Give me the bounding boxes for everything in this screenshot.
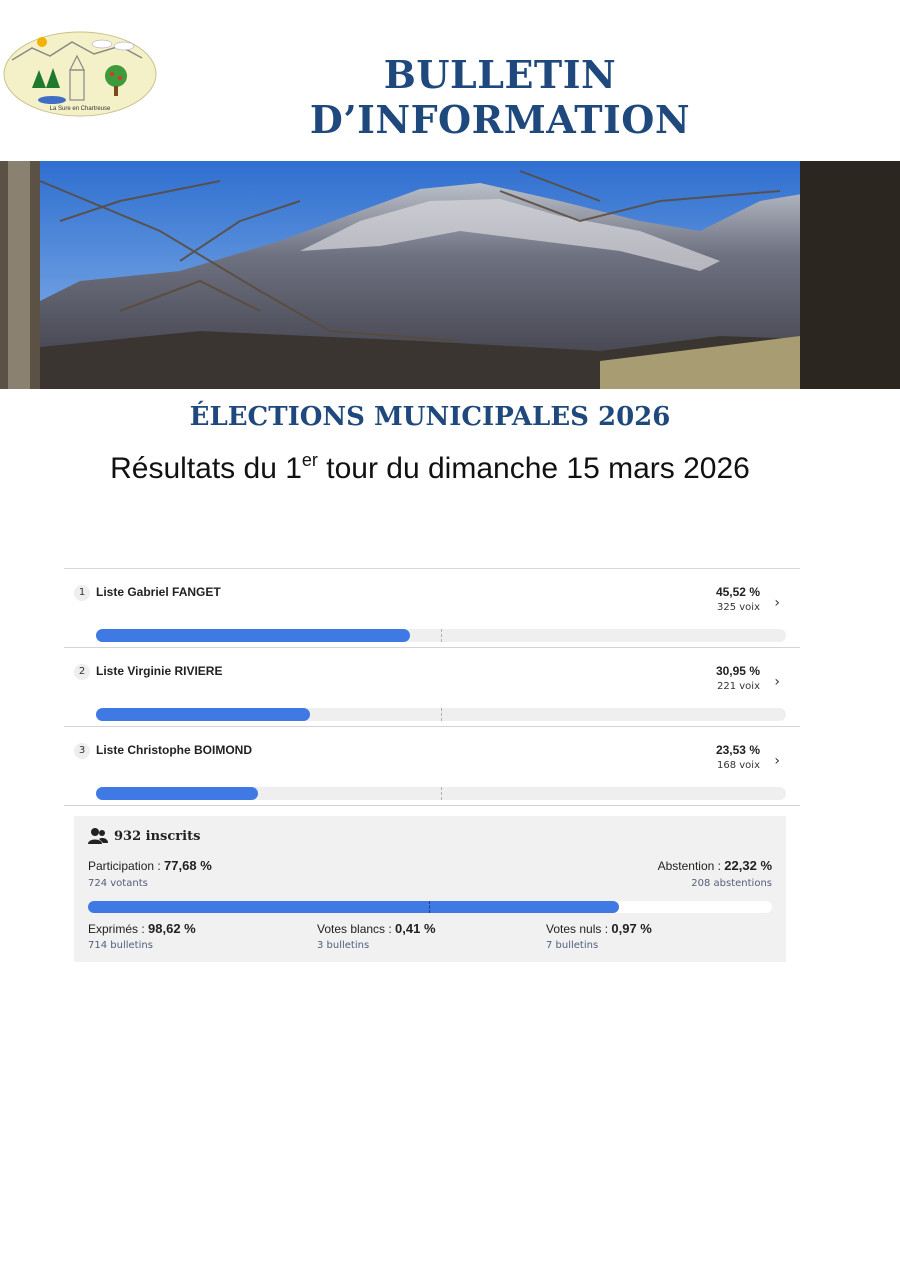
exprimes-label: Exprimés : 98,62 % xyxy=(88,921,196,936)
result-bar-track xyxy=(96,629,786,642)
list-result-row[interactable] xyxy=(64,569,800,648)
result-bar-track xyxy=(96,708,786,721)
chevron-right-icon[interactable]: › xyxy=(774,595,780,611)
people-icon xyxy=(88,827,108,845)
blancs-value: 0,41 % xyxy=(395,921,436,936)
list-votes: 221 voix xyxy=(717,681,760,692)
svg-text:La Sure en Chartreuse: La Sure en Chartreuse xyxy=(49,106,111,112)
chevron-right-icon[interactable]: › xyxy=(774,753,780,769)
blancs-label: Votes blancs : 0,41 % xyxy=(317,921,436,936)
results-list xyxy=(64,568,800,806)
list-percent: 30,95 % xyxy=(715,664,760,678)
chevron-right-icon[interactable]: › xyxy=(774,674,780,690)
majority-marker xyxy=(441,629,442,642)
nuls-count: 7 bulletins xyxy=(546,940,599,951)
participation-panel xyxy=(74,816,786,962)
exprimes-count: 714 bulletins xyxy=(88,940,153,951)
exprimes-value: 98,62 % xyxy=(148,921,196,936)
majority-marker xyxy=(441,787,442,800)
list-name: Liste Gabriel FANGET xyxy=(96,585,221,599)
rank-badge: 3 xyxy=(74,743,90,759)
list-votes: 168 voix xyxy=(717,760,760,771)
votants-count: 724 votants xyxy=(88,878,148,889)
participation-bar-fill xyxy=(88,901,619,913)
majority-marker xyxy=(441,708,442,721)
elections-title: ÉLECTIONS MUNICIPALES 2026 xyxy=(189,402,671,432)
list-result-row[interactable] xyxy=(64,727,800,806)
list-votes: 325 voix xyxy=(717,602,760,613)
bulletin-title: BULLETIN D’INFORMATION xyxy=(309,52,691,142)
list-result-row[interactable] xyxy=(64,648,800,727)
result-bar-fill xyxy=(96,629,410,642)
inscrits-header xyxy=(88,827,200,845)
abstention-value: 22,32 % xyxy=(724,858,772,873)
list-name: Liste Christophe BOIMOND xyxy=(96,743,253,757)
mountain-banner-photo xyxy=(0,161,900,389)
nuls-value: 0,97 % xyxy=(611,921,652,936)
list-name: Liste Virginie RIVIERE xyxy=(96,664,223,678)
list-percent: 23,53 % xyxy=(715,743,760,757)
list-percent: 45,52 % xyxy=(715,585,760,599)
participation-value: 77,68 % xyxy=(164,858,212,873)
participation-label: Participation : 77,68 % xyxy=(88,858,212,873)
participation-bar-track xyxy=(88,901,772,913)
rank-badge: 1 xyxy=(74,585,90,601)
nuls-label: Votes nuls : 0,97 % xyxy=(546,921,652,936)
result-bar-track xyxy=(96,787,786,800)
result-bar-fill xyxy=(96,708,310,721)
blancs-count: 3 bulletins xyxy=(317,940,370,951)
results-subtitle: Résultats du 1er tour du dimanche 15 mars 2026 xyxy=(110,450,750,485)
result-bar-fill xyxy=(96,787,258,800)
rank-badge: 2 xyxy=(74,664,90,680)
abstentions-count: 208 abstentions xyxy=(691,878,772,889)
midpoint-marker xyxy=(429,901,430,913)
commune-logo xyxy=(2,30,158,118)
inscrits-count: 932 inscrits xyxy=(114,828,201,844)
abstention-label: Abstention : 22,32 % xyxy=(657,858,772,873)
